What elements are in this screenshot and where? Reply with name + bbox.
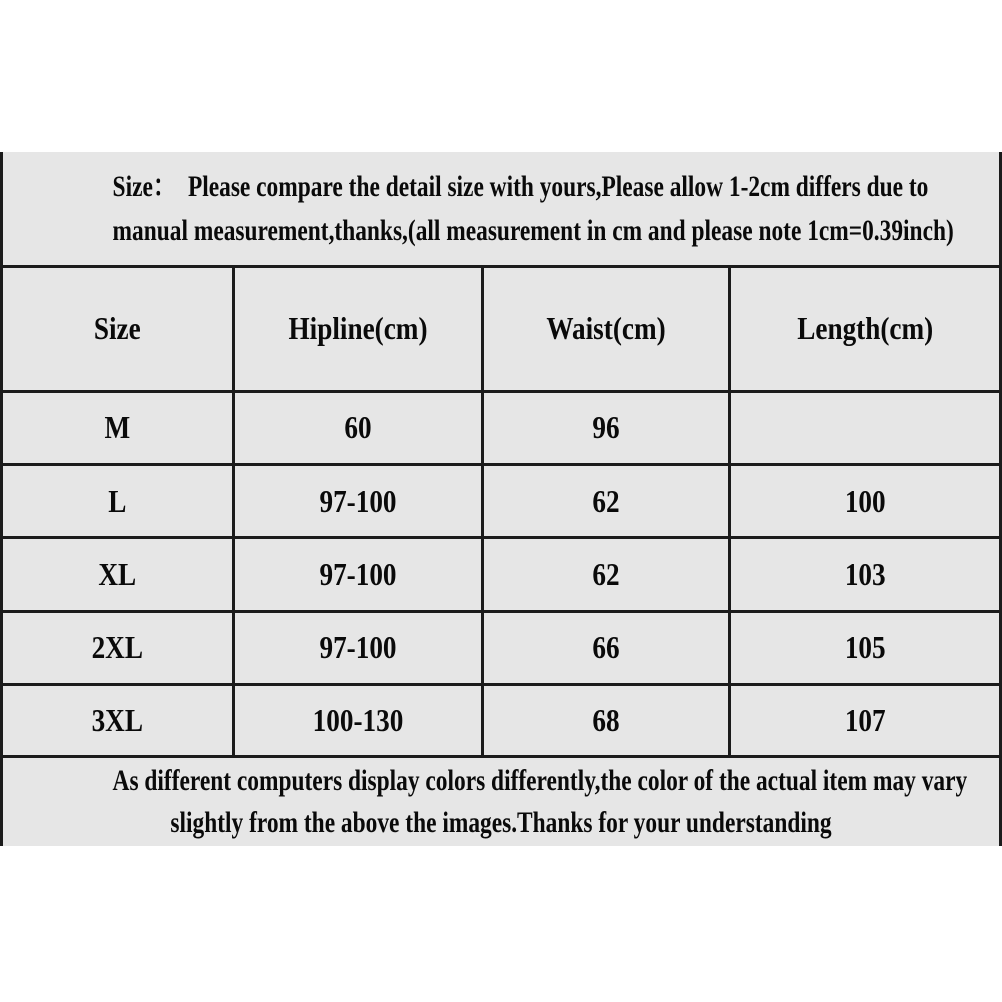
waist-value: 96	[591, 409, 620, 446]
waist-cell	[482, 391, 729, 464]
waist-cell	[482, 611, 729, 684]
size-value: M	[104, 409, 131, 446]
size-value: L	[108, 482, 127, 519]
hipline-value: 97-100	[319, 482, 397, 519]
hipline-cell	[233, 464, 482, 537]
color-disclaimer	[3, 758, 999, 846]
color-disclaimer-line-1: As different computers display colors differently,the color of the actual item may vary	[112, 764, 968, 797]
size-value: 3XL	[91, 701, 143, 738]
size-cell	[3, 464, 233, 537]
hipline-cell	[233, 391, 482, 464]
hipline-cell	[233, 611, 482, 684]
hipline-cell	[233, 538, 482, 611]
column-header-length	[729, 268, 999, 391]
waist-value: 62	[591, 555, 620, 592]
waist-cell	[482, 538, 729, 611]
color-disclaimer-line-2: slightly from the above the images.Thanks for your understanding	[170, 806, 832, 839]
hipline-value: 100-130	[312, 701, 403, 738]
column-header-size-label: Size	[93, 310, 141, 347]
measurement-notice-line-2: manual measurement,thanks,(all measurement in cm and please note 1cm=0.39inch)	[112, 213, 954, 247]
size-value: XL	[98, 555, 137, 592]
table-row-3xl	[3, 684, 999, 755]
measurement-notice	[3, 152, 999, 265]
measurement-notice-line-1: Size： Please compare the detail size with yours,Please allow 1-2cm differs due to	[112, 169, 929, 203]
table-row-xl	[3, 538, 999, 611]
table-header-row	[3, 268, 999, 391]
size-cell	[3, 391, 233, 464]
waist-value: 62	[591, 482, 620, 519]
length-value: 107	[844, 701, 886, 738]
column-header-waist	[482, 268, 729, 391]
length-cell	[729, 391, 999, 464]
hipline-value: 97-100	[319, 629, 397, 666]
length-value: 103	[844, 555, 886, 592]
column-header-waist-label: Waist(cm)	[545, 310, 666, 347]
column-header-hipline-label: Hipline(cm)	[288, 310, 428, 347]
column-header-length-label: Length(cm)	[796, 310, 933, 347]
size-cell	[3, 684, 233, 755]
waist-cell	[482, 684, 729, 755]
length-cell	[729, 684, 999, 755]
length-cell	[729, 538, 999, 611]
waist-value: 66	[591, 629, 620, 666]
column-header-hipline	[233, 268, 482, 391]
length-cell	[729, 611, 999, 684]
hipline-cell	[233, 684, 482, 755]
hipline-value: 97-100	[319, 555, 397, 592]
size-table-wrapper	[3, 265, 999, 758]
column-header-size	[3, 268, 233, 391]
size-table	[3, 268, 999, 755]
table-row-l	[3, 464, 999, 537]
size-chart-panel	[0, 152, 1002, 846]
size-value: 2XL	[91, 629, 143, 666]
hipline-value: 60	[343, 409, 372, 446]
length-cell	[729, 464, 999, 537]
size-cell	[3, 538, 233, 611]
length-value: 100	[844, 482, 886, 519]
waist-cell	[482, 464, 729, 537]
size-cell	[3, 611, 233, 684]
length-value: 105	[844, 629, 886, 666]
table-row-m	[3, 391, 999, 464]
waist-value: 68	[591, 701, 620, 738]
table-row-2xl	[3, 611, 999, 684]
